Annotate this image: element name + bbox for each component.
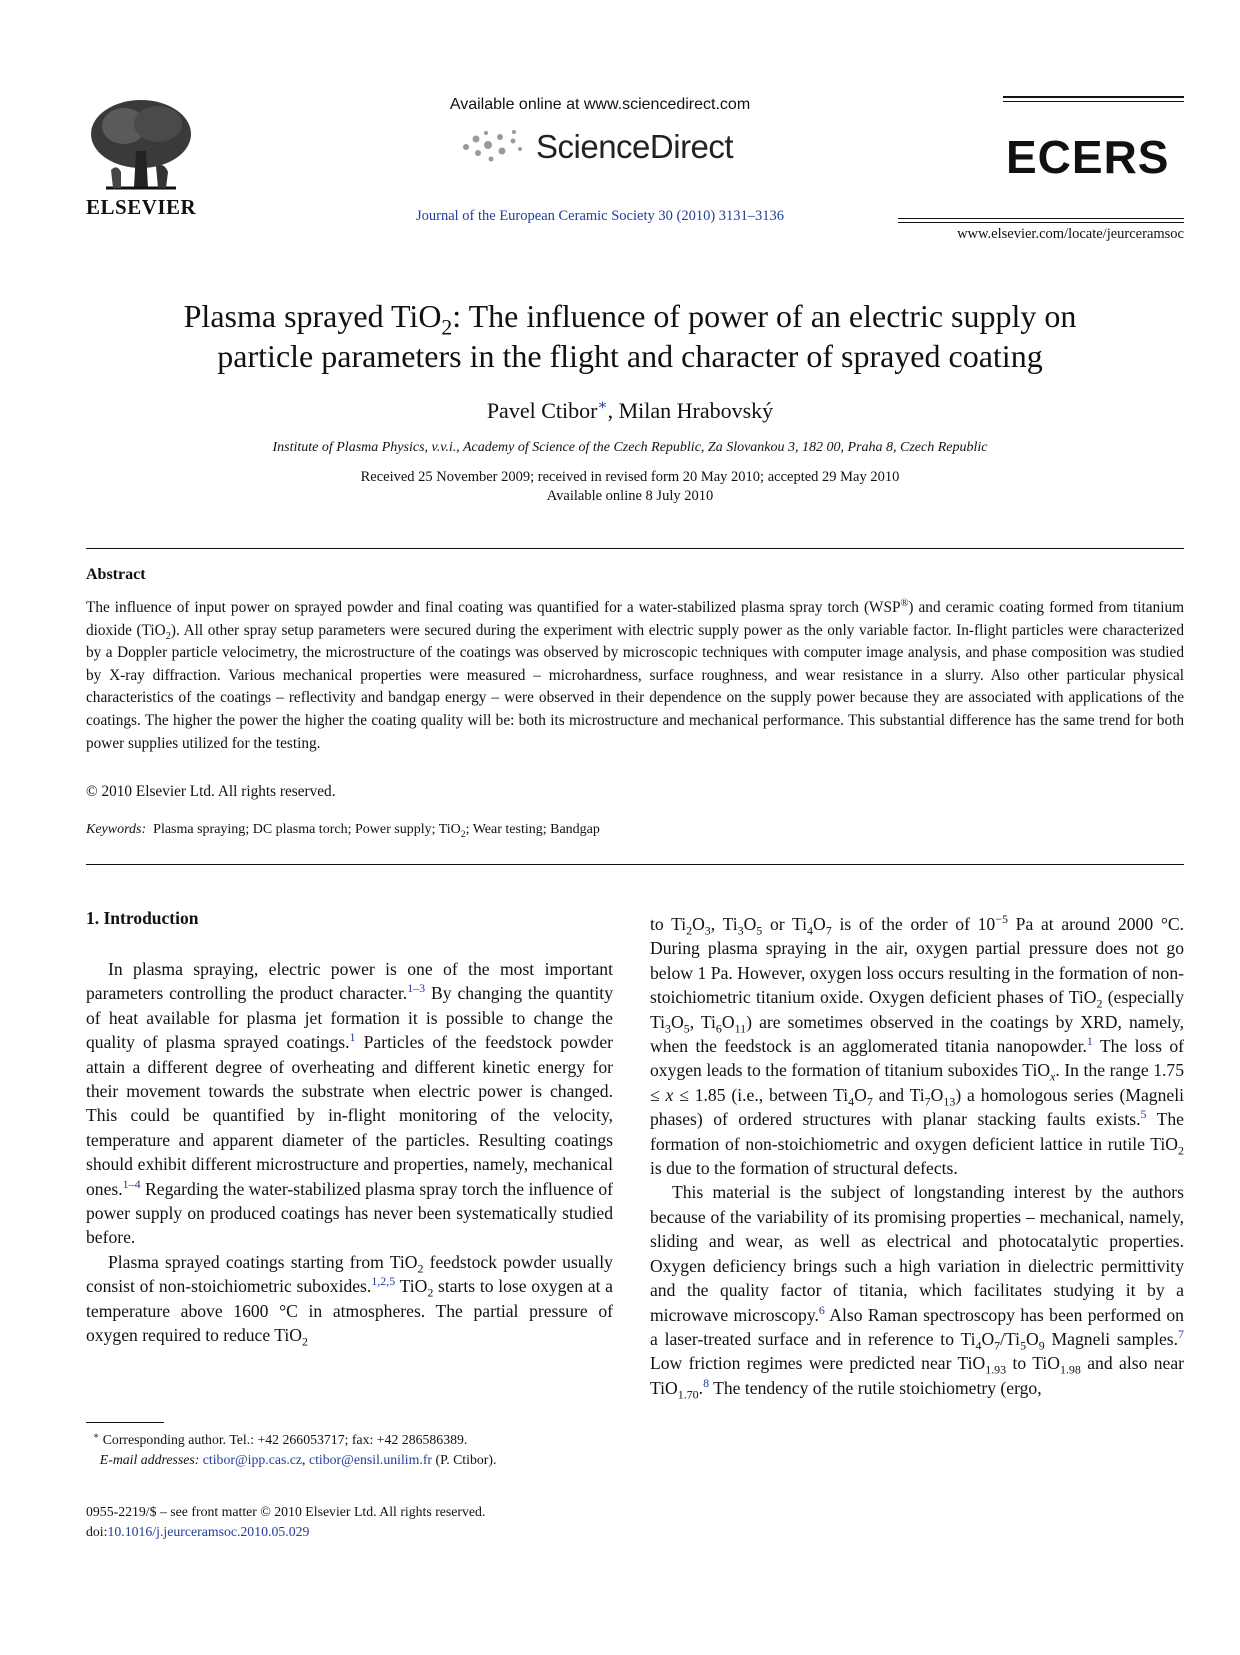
title-text: : The influence of power of an electric supply on [452, 298, 1077, 334]
corresponding-author-footnote: ∗ Corresponding author. Tel.: +42 266053717; fax: +42 286586389. E-mail addresses: ctibor@ipp.cas.cz, ctibor@ensil.unilim.fr (P. Ctibor). [92, 1431, 497, 1467]
section-heading: 1. Introduction [86, 908, 199, 928]
header-rule [1003, 101, 1184, 102]
title-text: Plasma sprayed TiO [183, 298, 442, 334]
ecers-logo: ECERS [1006, 131, 1170, 183]
section-divider [86, 864, 1184, 865]
header-rule [1003, 96, 1184, 98]
doi-label: doi: [86, 1524, 108, 1539]
keywords-label: Keywords: [86, 822, 147, 837]
doi-link[interactable]: 10.1016/j.jeurceramsoc.2010.05.029 [107, 1524, 310, 1539]
abstract-body: The influence of input power on sprayed powder and final coating was quantified for a water-stabilized plasma spray torch (WSP®) and ceramic coating formed from titanium dioxide (TiO$_2$). All other spray setup parameters were secured during the experiment with electric supply power as the only variable factor. In-flight particles were characterized by a Doppler particle velocimetry, the microstructure of the coatings was observed by microscopic techniques with computer image analysis, and phase composition was studied by X-ray diffraction. Various mechanical properties were measured – microhardness, surface roughness, and wear resistance in a slurry. Also other particular physical characteristics of the coatings – reflectivity and bandgap energy – were observed in their dependence on the supply power because they are associated with applications of the coatings. The higher the power the higher the coating quality will be: both its microstructure and mechanical performance. This substantial difference has the same trend for both power supplies utilized for the testing. [86, 597, 1184, 752]
keyword: Bandgap [550, 822, 600, 837]
email-label: E-mail addresses: [99, 1452, 200, 1467]
author-name: Pavel Ctibor [486, 398, 598, 423]
available-online-text: Available online at www.sciencedirect.com [449, 96, 751, 113]
email-link[interactable]: ctibor@ensil.unilim.fr [308, 1452, 433, 1467]
author-name: Milan Hrabovský [618, 398, 774, 423]
received-dates: Received 25 November 2009; received in revised form 20 May 2010; accepted 29 May 2010 [360, 469, 900, 485]
sciencedirect-logo [458, 124, 733, 170]
issn-line: 0955-2219/$ – see front matter © 2010 Elsevier Ltd. All rights reserved. [86, 1504, 486, 1519]
elsevier-logo [86, 96, 196, 220]
keyword: DC plasma torch [252, 822, 348, 837]
email-link[interactable]: ctibor@ipp.cas.cz [202, 1452, 303, 1467]
front-matter [86, 1502, 613, 1542]
keyword: TiO$_2$ [438, 822, 466, 840]
footnote-rule [86, 1422, 164, 1423]
body-paragraph: In plasma spraying, electric power is one of the most important parameters controlling the product character.$^{1-3}$ By changing the quantity of heat available for plasma jet formation it is possible to change the quality of plasma sprayed coatings.$^1$ Particles of the feedstock powder attain a different degree of overheating and different kinetic energy for their movement towards the substrate when electric power is changed. This could be quantified by in-flight monitoring of the velocity, temperature and apparent diameter of the particles. Resulting coatings should exhibit different microstructure and properties, namely, mechanical ones.$^{1-4}$ Regarding the water-stabilized plasma spray torch the influence of power supply on produced coatings has never been systematically studied before. [86, 959, 613, 1248]
author-list [70, 398, 1190, 424]
sciencedirect-wordmark: ScienceDirect [536, 128, 734, 165]
header-rule [898, 222, 1184, 223]
email-owner: (P. Ctibor). [435, 1452, 497, 1467]
section-divider [86, 548, 1184, 549]
keyword: Wear testing [472, 822, 543, 837]
abstract-heading: Abstract [86, 566, 146, 583]
journal-url-link[interactable]: www.elsevier.com/locate/jeurceramsoc [957, 226, 1184, 242]
keyword: Plasma spraying [153, 822, 246, 837]
keywords: Keywords: Plasma spraying; DC plasma torch; Power supply; TiO$_2$; Wear testing; Bandgap [86, 822, 600, 840]
article-dates [70, 468, 1190, 506]
header-rule [898, 218, 1184, 219]
available-date: Available online 8 July 2010 [546, 488, 714, 504]
journal-reference-link[interactable]: Journal of the European Ceramic Society 30 (2010) 3131–3136 [415, 208, 785, 224]
article-title [70, 296, 1190, 376]
abstract-copyright: © 2010 Elsevier Ltd. All rights reserved. [86, 783, 336, 800]
elsevier-tree-icon [86, 96, 196, 194]
elsevier-wordmark: ELSEVIER [86, 195, 197, 219]
footnote-text: Corresponding author. Tel.: +42 266053717; fax: +42 286586389. [102, 1432, 468, 1447]
doi-line [86, 1522, 613, 1542]
right-column [650, 912, 1184, 1400]
left-column [86, 957, 613, 1348]
footnote-mark: ∗ [92, 1431, 100, 1442]
author-separator: , [607, 398, 619, 423]
body-paragraph: Plasma sprayed coatings starting from TiO$_2$ feedstock powder usually consist of non-stoichiometric suboxides.$^{1,2,5}$ TiO$_2$ starts to lose oxygen at a temperature above 1600 °C in atmospheres. The partial pressure of oxygen required to reduce TiO$_2$ [86, 1251, 613, 1349]
corresponding-author-link[interactable]: ∗ [597, 397, 608, 414]
affiliation: Institute of Plasma Physics, v.v.i., Academy of Science of the Czech Republic, Za Slovankou 3, 182 00, Praha 8, Czech Republic [272, 440, 988, 455]
title-subscript: 2 [441, 315, 453, 340]
body-paragraph: This material is the subject of longstanding interest by the authors because of the variability of its promising properties – mechanical, namely, sliding and wear, as well as electrical and photocatalytic properties. Oxygen deficiency brings such a high variation in dielectric permittivity and the quality factor of titania, which facilitates studying it by a microwave microscopy.$^6$ Also Raman spectroscopy has been performed on a laser-treated surface and in reference to $Ti_4O_7/Ti_5O_9$ Magneli samples.$^7$ Low friction regimes were predicted near TiO$_{1.93}$ to TiO$_{1.98}$ and also near TiO$_{1.70}$.$^8$ The tendency of the rutile stoichiometry (ergo, [650, 1182, 1184, 1402]
sciencedirect-dots-icon [458, 127, 528, 167]
body-paragraph: to $Ti_2O_3$, $Ti_3O_5$ or $Ti_4O_7$ is of the order of $10^{-5}$ Pa at around 2000 °C. During plasma spraying in the air, oxygen partial pressure does not go below 1 Pa. However, oxygen loss occurs resulting in the formation of non-stoichiometric titanium oxide. Oxygen deficient phases of TiO$_2$ (especially $Ti_3O_5$, $Ti_6O_{11}$) are sometimes observed in the coatings by XRD, namely, when the feedstock is an agglomerated titania nanopowder.$^1$ The loss of oxygen leads to the formation of titanium suboxides TiO$_x$. In the range 1.75 ≤ x ≤ 1.85 (i.e., between $Ti_4O_7$ and $Ti_7O_{13}$) a homologous series (Magneli phases) of ordered structures with planar stacking faults exists.$^5$ The formation of non-stoichiometric and oxygen deficient lattice in rutile TiO$_2$ is due to the formation of structural defects. [650, 912, 1185, 1179]
title-text: particle parameters in the flight and character of sprayed coating [217, 338, 1043, 374]
keyword: Power supply [354, 822, 432, 837]
